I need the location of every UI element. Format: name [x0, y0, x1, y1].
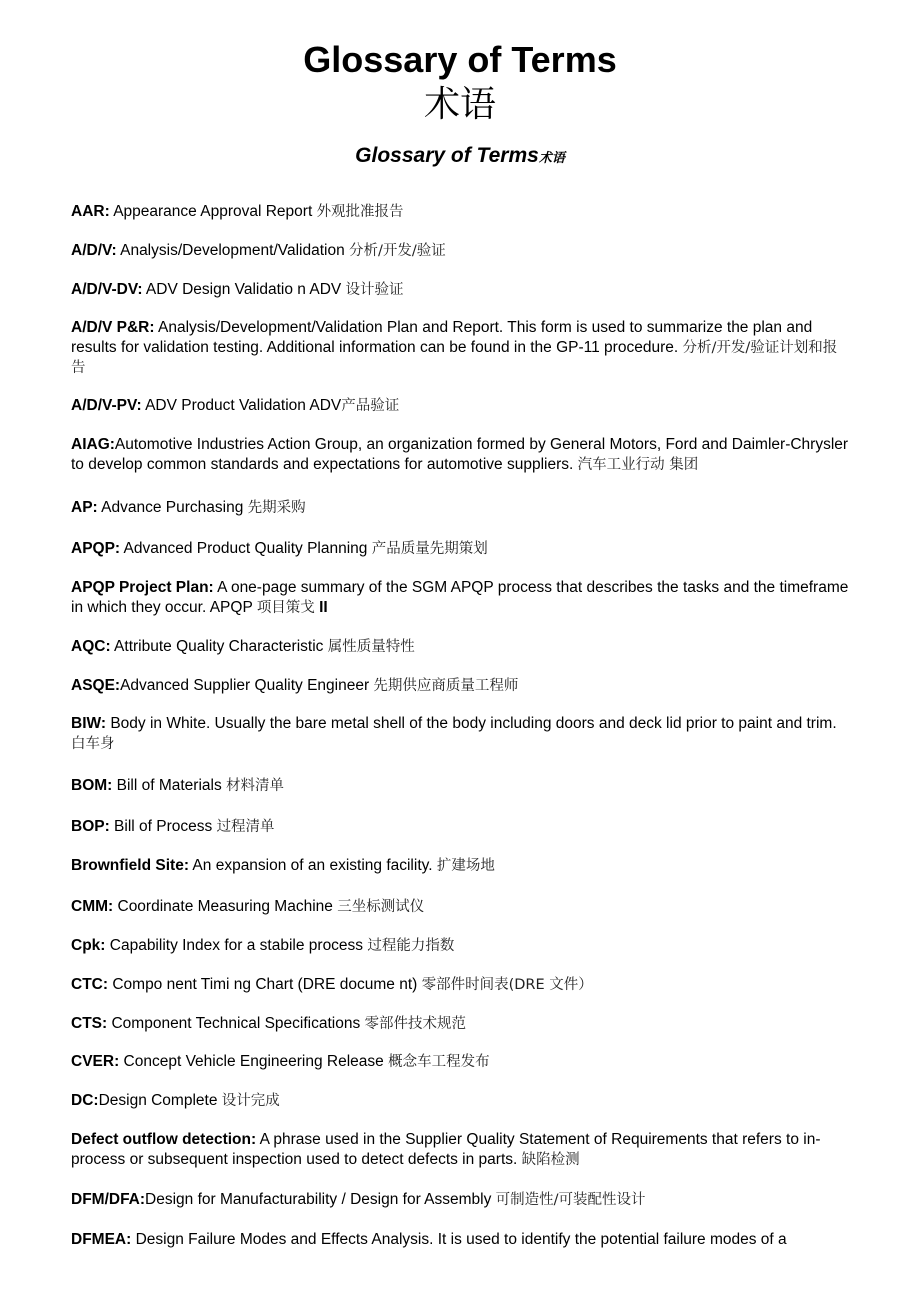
page-title: Glossary of Terms — [303, 39, 617, 80]
entry-definition: Bill of Process — [109, 818, 217, 835]
entry-term: DFM/DFA: — [71, 1191, 146, 1208]
entry-chinese: 白车身 — [71, 736, 115, 752]
entry-chinese: 分析/开发/验证 — [349, 243, 446, 259]
entry-term: AP: — [71, 499, 98, 516]
entry-definition: Attribute Quality Characteristic — [110, 638, 328, 655]
entry-chinese: 外观批准报告 — [316, 204, 404, 220]
entry-term: ASQE: — [71, 677, 121, 694]
glossary-entry-bom — [71, 776, 849, 796]
glossary-entry-adv-pr — [71, 318, 849, 378]
entry-definition: Advanced Supplier Quality Engineer — [120, 677, 374, 694]
glossary-entry-aiag — [71, 435, 849, 475]
entry-chinese: 过程清单 — [216, 819, 275, 835]
entry-definition: Design Failure Modes and Effects Analysis. It is used to identify the potential failure modes of a — [131, 1231, 787, 1248]
entry-chinese: 先期采购 — [247, 500, 306, 516]
entry-chinese: 项目策戈 — [256, 600, 315, 616]
entry-definition: Advanced Product Quality Planning — [120, 540, 372, 557]
page-title-chinese: 术语 — [423, 83, 496, 124]
glossary-entry-ctc — [71, 975, 849, 995]
entry-term: CTS: — [71, 1015, 108, 1032]
entry-definition: Design Complete — [98, 1092, 222, 1109]
entry-definition: Advance Purchasing — [97, 499, 248, 516]
entry-term: A/D/V: — [71, 242, 117, 259]
entry-definition: A phrase used in the Supplier Quality Statement of Requirements that refers to in-process or subsequent inspection used to detect defects in parts. — [71, 1131, 821, 1168]
entry-chinese: 概念车工程发布 — [388, 1054, 490, 1070]
entry-term: BOM: — [71, 777, 113, 794]
entry-term: CVER: — [71, 1053, 120, 1070]
entry-term: APQP Project Plan: — [71, 579, 214, 596]
entry-definition: Component Technical Specifications — [107, 1015, 365, 1032]
entry-chinese: 分析/开发/验证计划和报告 — [71, 340, 838, 376]
entry-definition: Analysis/Development/Validation — [116, 242, 349, 259]
glossary-entry-dfm-dfa — [71, 1190, 849, 1210]
subtitle-chinese: 术语 — [538, 150, 565, 165]
entry-chinese: 零部件技术规范 — [364, 1016, 467, 1032]
entry-term: A/D/V-DV: — [71, 281, 143, 298]
entry-chinese: 产品验证 — [341, 398, 400, 414]
entry-definition: Automotive Industries Action Group, an organization formed by General Motors, Ford and Daimler-Chrysler to develop common standards and expectations for automotive suppliers. — [71, 436, 849, 473]
entry-term: CMM: — [71, 898, 114, 915]
glossary-entry-adv — [71, 241, 849, 261]
entry-definition: Appearance Approval Report — [109, 203, 317, 220]
entry-chinese: 缺陷检测 — [521, 1152, 580, 1168]
glossary-entry-apqp — [71, 539, 849, 559]
glossary-entry-asqe — [71, 676, 849, 696]
entry-definition: ADV Product Validation ADV — [141, 397, 342, 414]
subtitle-text: Glossary of Terms — [355, 144, 539, 167]
entry-definition: Body in White. Usually the bare metal shell of the body including doors and deck lid prior to paint and trim. — [106, 715, 837, 732]
entry-term: DC: — [71, 1092, 99, 1109]
entry-extra-mark: II — [314, 599, 328, 616]
glossary-entry-biw — [71, 714, 849, 754]
entry-term: CTC: — [71, 976, 109, 993]
entry-definition: Concept Vehicle Engineering Release — [119, 1053, 389, 1070]
glossary-entry-apqp-project-plan — [71, 578, 849, 618]
entry-definition: Compo nent Timi ng Chart (DRE docume nt) — [108, 976, 422, 993]
entry-chinese: 产品质量先期策划 — [371, 541, 488, 557]
entry-term: Defect outflow detection: — [71, 1131, 257, 1148]
glossary-entry-cpk — [71, 936, 849, 956]
glossary-entry-cts — [71, 1014, 849, 1034]
entry-definition: ADV Design Validatio n ADV — [142, 281, 346, 298]
glossary-entry-defect-outflow-detection — [71, 1130, 849, 1170]
glossary-entry-ap — [71, 498, 849, 518]
entry-chinese: 三坐标测试仪 — [337, 899, 425, 915]
entry-term: A/D/V P&R: — [71, 319, 155, 336]
entry-definition: An expansion of an existing facility. — [188, 857, 437, 874]
entry-term: Brownfield Site: — [71, 857, 189, 874]
entry-chinese: 属性质量特性 — [327, 639, 415, 655]
section-subtitle — [0, 143, 920, 171]
entry-chinese: 过程能力指数 — [367, 938, 455, 954]
entry-chinese: 扩建场地 — [436, 858, 495, 874]
glossary-entry-bop — [71, 817, 849, 837]
glossary-entry-aqc — [71, 637, 849, 657]
glossary-entry-aar — [71, 202, 849, 222]
entry-term: Cpk: — [71, 937, 106, 954]
entry-definition: A one-page summary of the SGM APQP process that describes the tasks and the timeframe in which they occur. APQP — [71, 579, 849, 616]
glossary-entry-brownfield-site — [71, 856, 849, 876]
glossary-entry-dc — [71, 1091, 849, 1111]
glossary-entry-dfmea — [71, 1230, 849, 1250]
entry-definition: Bill of Materials — [112, 777, 227, 794]
entry-chinese: 设计完成 — [221, 1093, 280, 1109]
entry-chinese: 材料清单 — [226, 778, 285, 794]
entry-definition: Design for Manufacturability / Design for Assembly — [145, 1191, 496, 1208]
entry-term: BIW: — [71, 715, 107, 732]
entry-term: APQP: — [71, 540, 121, 557]
entry-chinese: 设计验证 — [345, 282, 404, 298]
entry-term: BOP: — [71, 818, 110, 835]
glossary-entry-adv-dv — [71, 280, 849, 300]
entry-term: A/D/V-PV: — [71, 397, 142, 414]
entry-definition: Capability Index for a stabile process — [105, 937, 368, 954]
entry-chinese: 可制造性/可装配性设计 — [495, 1192, 646, 1208]
entry-term: AQC: — [71, 638, 111, 655]
entry-chinese: 零部件时间表(DRE 文件） — [421, 977, 593, 993]
entry-chinese: 先期供应商质量工程师 — [373, 678, 519, 694]
glossary-entry-adv-pv — [71, 396, 849, 416]
entry-definition: Coordinate Measuring Machine — [113, 898, 338, 915]
entry-chinese: 汽车工业行动 集团 — [577, 457, 699, 473]
entry-term: AAR: — [71, 203, 110, 220]
glossary-entry-cmm — [71, 897, 849, 917]
entry-definition: Analysis/Development/Validation Plan and Report. This form is used to summarize the plan and results for validation testing. Additional information can be found in the GP-11 procedure. — [71, 319, 813, 356]
glossary-entry-cver — [71, 1052, 849, 1072]
entry-term: AIAG: — [71, 436, 115, 453]
entry-term: DFMEA: — [71, 1231, 132, 1248]
